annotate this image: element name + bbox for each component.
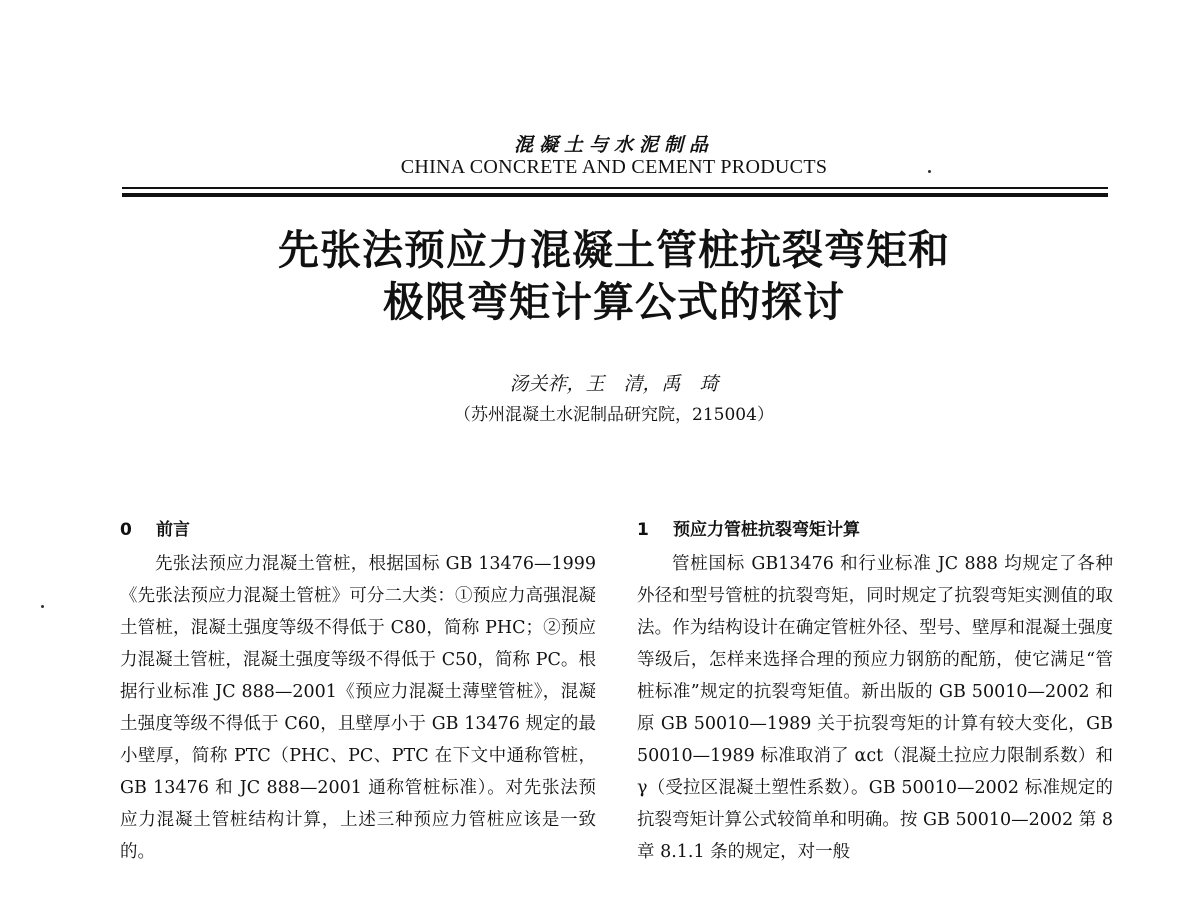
authors: 汤关祚，王 清，禹 琦 [509, 373, 719, 395]
section-heading [120, 516, 596, 548]
journal-name-en: CHINA CONCRETE AND CEMENT PRODUCTS [400, 156, 828, 178]
right-column [637, 516, 1113, 868]
affiliation: （苏州混凝土水泥制品研究院，215004） [454, 405, 774, 425]
scan-speck [928, 170, 931, 173]
section-title: 前言 [156, 520, 190, 540]
header-rule-thin [122, 187, 1108, 189]
section-number: 1 [637, 520, 649, 540]
section-body: 管桩国标 GB13476 和行业标准 JC 888 均规定了各种外径和型号管桩的抗裂弯矩，同时规定了抗裂弯矩实测值的取法。作为结构设计在确定管桩外径、型号、壁厚和混凝土强度等级后，怎样来选择合理的预应力钢筋的配筋，使它满足“管桩标准”规定的抗裂弯矩值。新出版的 GB 50010—2002 和原 GB 50010—1989 关于抗裂弯矩的计算有较大变化，GB 50010—1989 标准取消了 αct（混凝土拉应力限制系数）和 γ（受拉区混凝土塑性系数）。GB 50010—2002 标准规定的抗裂弯矩计算公式较简单和明确。按 GB 50010—2002 第 8 章 8.1.1 条的规定，对一般 [637, 554, 1113, 862]
journal-name-cn: 混凝土与水泥制品 [513, 134, 714, 156]
article-title [0, 224, 1200, 328]
section-body: 先张法预应力混凝土管桩，根据国标 GB 13476—1999《先张法预应力混凝土管桩》可分二大类：①预应力高强混凝土管桩，混凝土强度等级不得低于 C80，简称 PHC；②预应力混凝土管桩，混凝土强度等级不得低于 C50，简称 PC。根据行业标准 JC 888—2001《预应力混凝土薄壁管桩》，混凝土强度等级不得低于 C60，且壁厚小于 GB 13476 规定的最小壁厚，简称 PTC（PHC、PC、PTC 在下文中通称管桩，GB 13476 和 JC 888—2001 通称管桩标准）。对先张法预应力混凝土管桩结构计算，上述三种预应力管桩应该是一致的。 [120, 554, 596, 862]
section-number: 0 [120, 520, 132, 540]
scan-speck [41, 605, 44, 608]
header-rule-thick [122, 193, 1108, 197]
title-line-1: 先张法预应力混凝土管桩抗裂弯矩和 [278, 226, 950, 274]
left-column [120, 516, 596, 868]
section-title: 预应力管桩抗裂弯矩计算 [673, 520, 860, 540]
section-heading [637, 516, 1113, 548]
title-line-2: 极限弯矩计算公式的探讨 [383, 278, 845, 326]
